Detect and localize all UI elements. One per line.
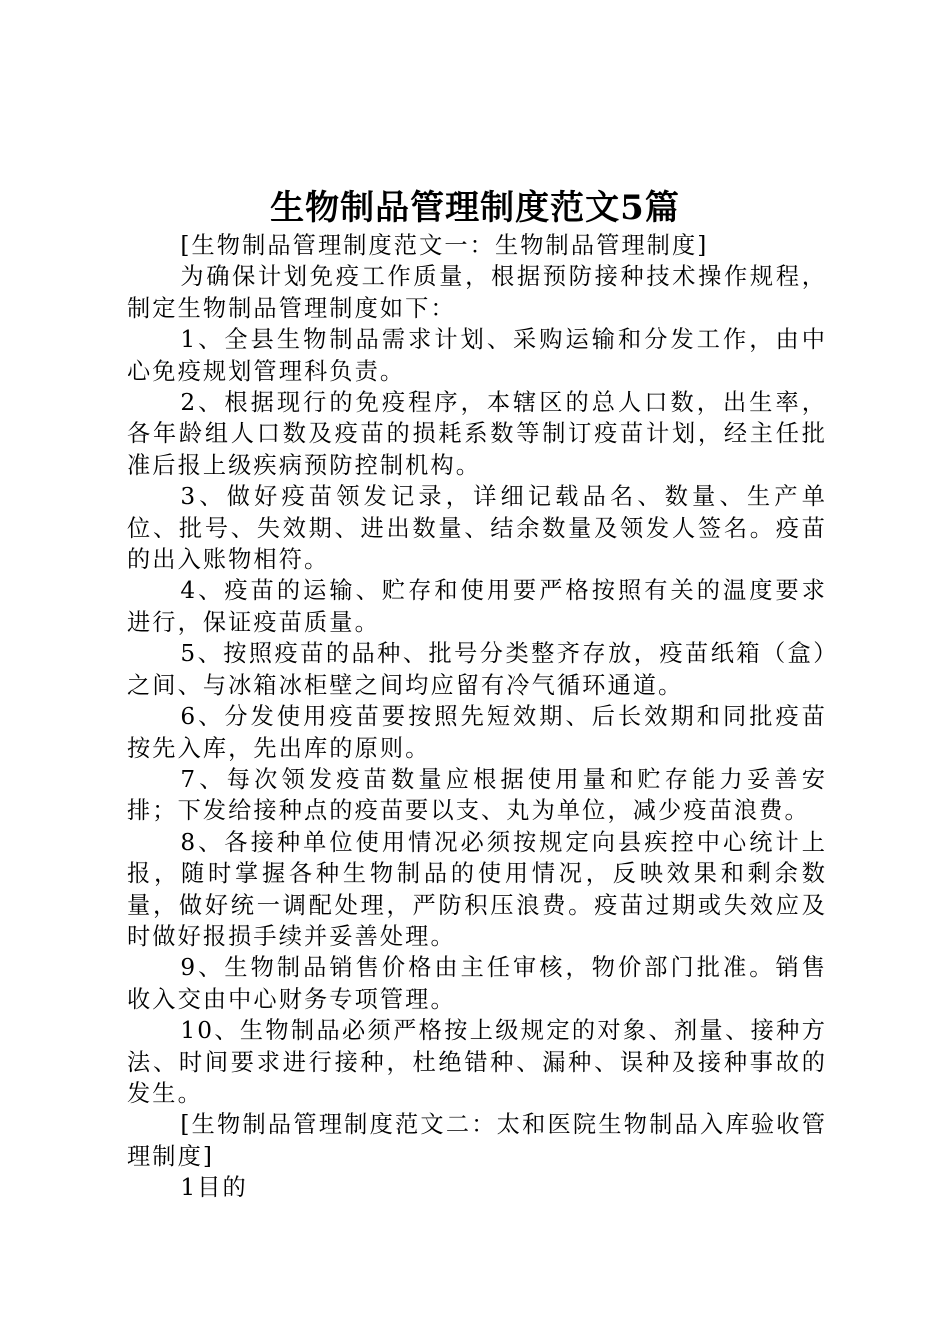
rule-item-3: 3、做好疫苗领发记录，详细记载品名、数量、生产单位、批号、失效期、进出数量、结余数量及领发人签名。疫苗的出入账物相符。 — [127, 483, 827, 574]
intro-paragraph: 为确保计划免疫工作质量，根据预防接种技术操作规程，制定生物制品管理制度如下： — [127, 263, 827, 322]
rule-item-1: 1、全县生物制品需求计划、采购运输和分发工作，由中心免疫规划管理科负责。 — [127, 326, 827, 385]
rule-item-9: 9、生物制品销售价格由主任审核，物价部门批准。销售收入交由中心财务专项管理。 — [127, 954, 827, 1013]
section-heading-2: [生物制品管理制度范文二：太和医院生物制品入库验收管理制度] — [127, 1111, 827, 1170]
document-body — [127, 230, 827, 1204]
rule-item-4: 4、疫苗的运输、贮存和使用要严格按照有关的温度要求进行，保证疫苗质量。 — [127, 577, 827, 636]
section-heading: [生物制品管理制度范文一：生物制品管理制度] — [180, 232, 709, 259]
rule-item-10: 10、生物制品必须严格按上级规定的对象、剂量、接种方法、时间要求进行接种，杜绝错种、漏种、误种及接种事故的发生。 — [127, 1017, 827, 1107]
rule-item-6: 6、分发使用疫苗要按照先短效期、后长效期和同批疫苗按先入库，先出库的原则。 — [127, 703, 827, 762]
rule-item-7: 7、每次领发疫苗数量应根据使用量和贮存能力妥善安排；下发给接种点的疫苗要以支、丸为单位，减少疫苗浪费。 — [127, 765, 827, 825]
document-title: 生物制品管理制度范文5篇 — [270, 188, 680, 228]
rule-item-2: 2、根据现行的免疫程序，本辖区的总人口数，出生率，各年龄组人口数及疫苗的损耗系数等制订疫苗计划，经主任批准后报上级疾病预防控制机构。 — [127, 389, 827, 479]
rule-item-8: 8、各接种单位使用情况必须按规定向县疾控中心统计上报，随时掌握各种生物制品的使用情况，反映效果和剩余数量，做好统一调配处理，严防积压浪费。疫苗过期或失效应及时做好报损手续并妥善处理。 — [127, 828, 827, 950]
subsection-heading: 1目的 — [180, 1174, 248, 1202]
rule-item-5: 5、按照疫苗的品种、批号分类整齐存放，疫苗纸箱（盒）之间、与冰箱冰柜壁之间均应留有冷气循环通道。 — [127, 640, 827, 699]
